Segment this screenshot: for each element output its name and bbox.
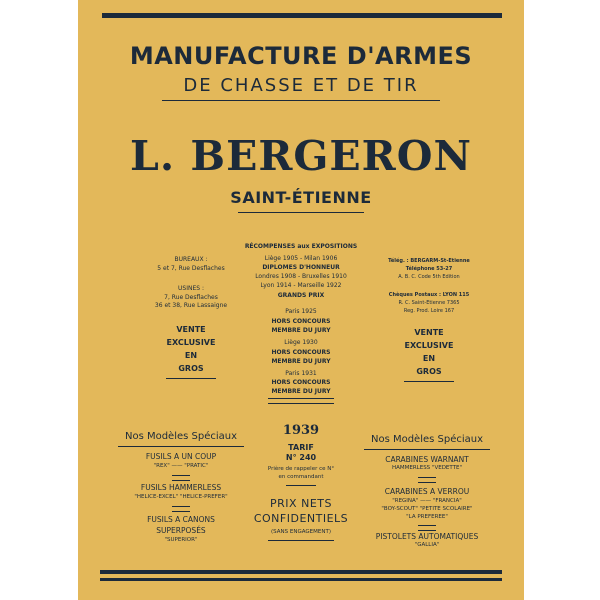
company-name: L. BERGERON [130, 132, 472, 180]
right-vente-2: EXCLUSIVE [404, 341, 454, 350]
award-line-12: Paris 1931 [285, 370, 317, 377]
right-group2-items-2: "BOY-SCOUT" "PETITE SCOLAIRE" [381, 506, 473, 512]
left-group3-items: "SUPERIOR" [164, 537, 198, 543]
telegram-line: Télég. : BERGARM-St-Etienne [388, 258, 470, 264]
right-group2-items-3: "LA PREFEREE" [406, 514, 448, 520]
header-line2: DE CHASSE ET DE TIR [183, 75, 419, 96]
award-line-11: MEMBRE DU JURY [271, 358, 331, 365]
left-vente-2: EXCLUSIVE [166, 338, 216, 347]
award-line-6: Paris 1925 [285, 308, 317, 315]
telephone-line: Téléphone 53-27 [405, 266, 453, 272]
right-models-underline [364, 449, 490, 450]
right-models-title: Nos Modèles Spéciaux [370, 434, 484, 445]
top-rule [102, 13, 502, 18]
city-underline [238, 212, 364, 213]
prix-underline [268, 540, 334, 541]
right-vente-underline [404, 381, 454, 382]
award-line-1: Liège 1905 - Milan 1906 [264, 255, 338, 262]
right-group1-title: CARABINES WARNANT [385, 455, 469, 464]
award-line-8: MEMBRE DU JURY [271, 327, 331, 334]
confidentiels: CONFIDENTIELS [253, 512, 349, 525]
bottom-rule-1 [100, 570, 502, 574]
cheques-line: Chèques Postaux : LYON 115 [388, 292, 470, 298]
usines-address-1: 7, Rue Desflaches [164, 294, 218, 301]
bureaux-label: BUREAUX : [174, 256, 208, 263]
tarif-number: N° 240 [285, 453, 317, 462]
right-group2-title: CARABINES A VERROU [384, 487, 470, 496]
right-group1-items: HAMMERLESS "VEDETTE" [391, 465, 463, 471]
award-line-5: GRANDS PRIX [277, 292, 325, 299]
catalog-page [78, 0, 524, 600]
tarif-label: TARIF [288, 443, 314, 452]
bureaux-address: 5 et 7, Rue Desflaches [157, 265, 225, 272]
left-group2-items: "HELICE-EXCEL" "HELICE-PREFER" [134, 494, 228, 500]
left-vente-3: EN [184, 351, 198, 360]
recompenses-title: RÉCOMPENSES aux EXPOSITIONS [244, 243, 358, 250]
award-line-13: HORS CONCOURS [271, 379, 331, 386]
usines-address-2: 36 et 38, Rue Lassaigne [154, 302, 228, 309]
usines-label: USINES : [178, 285, 204, 292]
company-city: SAINT-ÉTIENNE [230, 188, 372, 207]
registre-line: R. C. Saint-Etienne 7365 [398, 300, 460, 306]
tarif-year: 1939 [282, 423, 320, 438]
award-line-14: MEMBRE DU JURY [271, 388, 331, 395]
center-info-underline [268, 398, 334, 404]
code-line: A. B. C. Code 5th Edition [398, 274, 460, 280]
left-group2-title: FUSILS HAMMERLESS [140, 483, 222, 492]
header-underline [162, 100, 440, 101]
left-group2-divider [172, 506, 190, 512]
tarif-note-2: en commandant [278, 474, 324, 480]
reg-prod-line: Reg. Prod. Loire 167 [403, 308, 455, 314]
left-models-title: Nos Modèles Spéciaux [124, 431, 238, 442]
right-vente-3: EN [422, 354, 436, 363]
left-vente-underline [166, 378, 216, 379]
tarif-underline [286, 485, 316, 486]
award-line-10: HORS CONCOURS [271, 349, 331, 356]
right-group3-items: "GALLIA" [414, 542, 440, 548]
award-line-4: Lyon 1914 - Marseille 1922 [260, 282, 342, 289]
right-group2-divider [418, 525, 436, 531]
tarif-note-1: Prière de rappeler ce N° [267, 466, 335, 472]
left-group3-title-2: SUPERPOSÉS [156, 526, 206, 535]
left-models-underline [118, 446, 244, 447]
award-line-9: Liège 1930 [284, 339, 318, 346]
left-group1-divider [172, 475, 190, 481]
sans-engagement: (SANS ENGAGEMENT) [271, 529, 331, 535]
bottom-rule-2 [100, 578, 502, 581]
award-line-3: Londres 1908 - Bruxelles 1910 [255, 273, 347, 280]
right-group3-title: PISTOLETS AUTOMATIQUES [375, 532, 479, 541]
right-vente-1: VENTE [414, 328, 444, 337]
left-vente-4: GROS [178, 364, 204, 373]
right-vente-4: GROS [416, 367, 442, 376]
prix-nets: PRIX NETS [270, 497, 332, 510]
left-group3-title-1: FUSILS A CANONS [147, 515, 215, 524]
left-group1-items: "REX" —— "PRATIC" [153, 463, 209, 469]
right-group1-divider [418, 477, 436, 483]
award-line-7: HORS CONCOURS [271, 318, 331, 325]
award-line-2: DIPLOMES D'HONNEUR [262, 264, 340, 271]
left-vente-1: VENTE [176, 325, 206, 334]
header-line1: MANUFACTURE D'ARMES [129, 42, 473, 70]
right-group2-items-1: "REGINA" —— "FRANCIA" [392, 498, 462, 504]
left-group1-title: FUSILS A UN COUP [145, 452, 217, 461]
